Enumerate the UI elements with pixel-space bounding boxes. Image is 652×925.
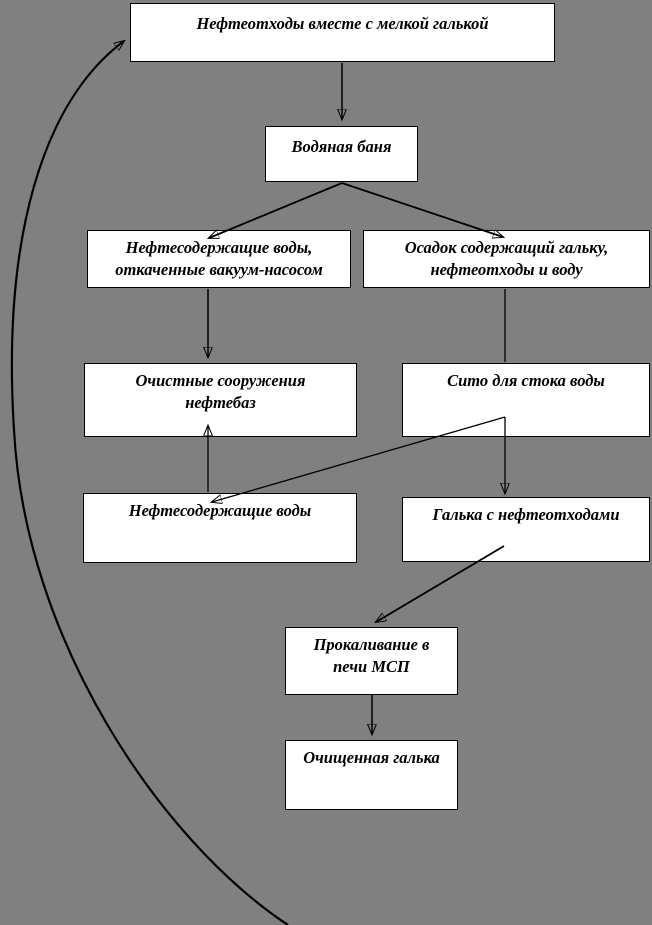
node-oily-water [83,493,357,563]
node-label: Нефтесодержащие воды [128,501,312,520]
node-label: нефтебаз [185,392,256,412]
node-label: Сито для стока воды [447,371,605,390]
node-label: откаченные вакуум-насосом [115,259,323,279]
node-water-bath [265,126,418,182]
node-label: Прокаливание в [313,635,430,654]
node-label: Нефтесодержащие воды, [125,238,313,257]
node-label: Галька с нефтеотходами [432,505,620,524]
node-label: печи МСП [333,656,410,676]
node-label: Водяная баня [291,137,392,156]
node-label: Осадок содержащий гальку, [404,238,609,257]
node-label: нефтеотходы и воду [430,259,583,279]
node-label: Очищенная галька [303,748,440,767]
node-sediment-pebbles-oil-water [363,230,650,288]
node-label: Очистные сооружения [135,371,306,390]
node-cleaned-pebbles [285,740,458,810]
node-oil-waste-with-pebbles [130,3,555,62]
node-calcination-msp-furnace [285,627,458,695]
node-label: Нефтеотходы вместе с мелкой галькой [196,14,489,33]
node-pebbles-with-oil-waste [402,497,650,562]
node-water-drain-sieve [402,363,650,437]
node-oily-water-vacuum-pumped [87,230,351,288]
curved-feedback-arrow-to-topbox [12,41,288,925]
node-oil-depot-treatment [84,363,357,437]
arrow-waterbath-to-sediment [342,183,503,237]
